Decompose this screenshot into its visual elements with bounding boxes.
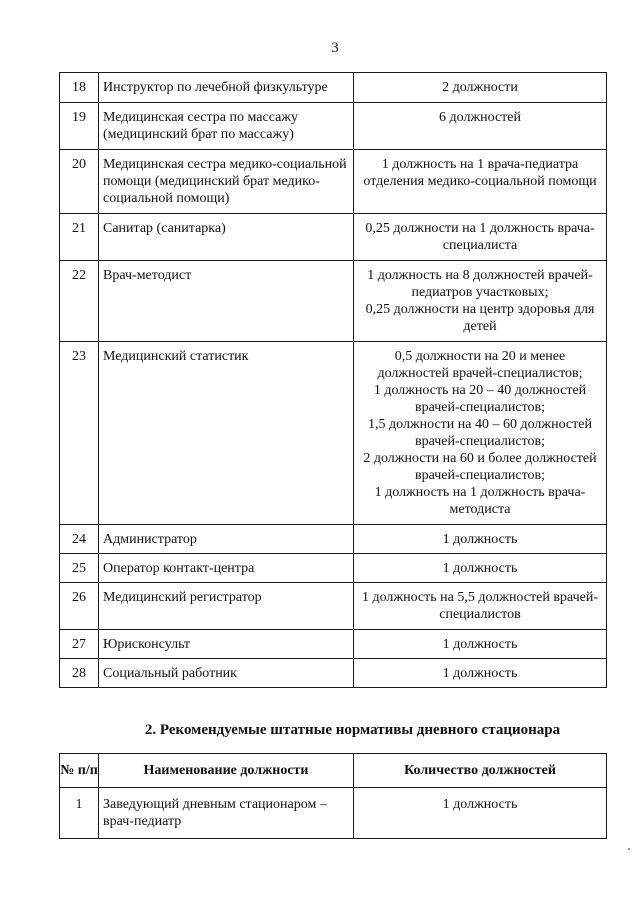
position-name: Санитар (санитарка): [99, 214, 354, 261]
row-number: 22: [60, 261, 99, 342]
position-count: 0,5 должности на 20 и менее должностей врачей-специалистов; 1 должность на 20 – 40 должностей врачей-специалистов; 1,5 должности на 40 – 60 должностей врачей-специалистов; 2 должности на 60 и более должностей врачей-специалистов; 1 должность на 1 должность врача-методиста: [354, 342, 607, 525]
row-number: 18: [60, 73, 99, 103]
position-name: Медицинский регистратор: [99, 583, 354, 630]
scan-artifact: [628, 848, 630, 850]
position-name: Социальный работник: [99, 659, 354, 688]
position-count: 1 должность на 8 должностей врачей-педиатров участковых; 0,25 должности на центр здоровья для детей: [354, 261, 607, 342]
position-count: 1 должность на 5,5 должностей врачей-специалистов: [354, 583, 607, 630]
position-count: 1 должность: [354, 630, 607, 659]
table-header-row: [60, 754, 607, 788]
table-row: [60, 525, 607, 554]
table-row: [60, 583, 607, 630]
position-name: Медицинский статистик: [99, 342, 354, 525]
row-number: 23: [60, 342, 99, 525]
row-number: 26: [60, 583, 99, 630]
table-row: [60, 788, 607, 839]
position-count: 1 должность на 1 врача-педиатра отделения медико-социальной помощи: [354, 150, 607, 214]
position-count: 2 должности: [354, 73, 607, 103]
table-row: [60, 554, 607, 583]
row-number: 21: [60, 214, 99, 261]
table-row: [60, 214, 607, 261]
day-hospital-table: [59, 753, 607, 839]
position-name: Юрисконсульт: [99, 630, 354, 659]
page-number: 3: [331, 40, 339, 56]
position-name: Заведующий дневным стационаром – врач-педиатр: [99, 788, 354, 839]
table-row: [60, 630, 607, 659]
table-row: [60, 150, 607, 214]
position-name: Оператор контакт-центра: [99, 554, 354, 583]
column-header-count: Количество должностей: [354, 754, 607, 788]
table-row: [60, 103, 607, 150]
position-name: Медицинская сестра по массажу (медицинский брат по массажу): [99, 103, 354, 150]
table-row: [60, 342, 607, 525]
column-header-position: Наименование должности: [99, 754, 354, 788]
position-name: Администратор: [99, 525, 354, 554]
position-name: Медицинская сестра медико-социальной помощи (медицинский брат медико-социальной помощи): [99, 150, 354, 214]
table-row: [60, 659, 607, 688]
row-number: 1: [60, 788, 99, 839]
position-count: 1 должность: [354, 525, 607, 554]
column-header-number: № п/п: [60, 754, 99, 788]
position-count: 1 должность: [354, 554, 607, 583]
table-row: [60, 261, 607, 342]
position-name: Инструктор по лечебной физкультуре: [99, 73, 354, 103]
row-number: 19: [60, 103, 99, 150]
row-number: 28: [60, 659, 99, 688]
row-number: 24: [60, 525, 99, 554]
position-count: 0,25 должности на 1 должность врача-специалиста: [354, 214, 607, 261]
row-number: 20: [60, 150, 99, 214]
position-count: 1 должность: [354, 788, 607, 839]
position-name: Врач-методист: [99, 261, 354, 342]
row-number: 27: [60, 630, 99, 659]
table-row: [60, 73, 607, 103]
section-heading: 2. Рекомендуемые штатные нормативы дневного стационара: [144, 722, 561, 738]
row-number: 25: [60, 554, 99, 583]
position-count: 6 должностей: [354, 103, 607, 150]
staffing-table: [59, 72, 607, 688]
position-count: 1 должность: [354, 659, 607, 688]
